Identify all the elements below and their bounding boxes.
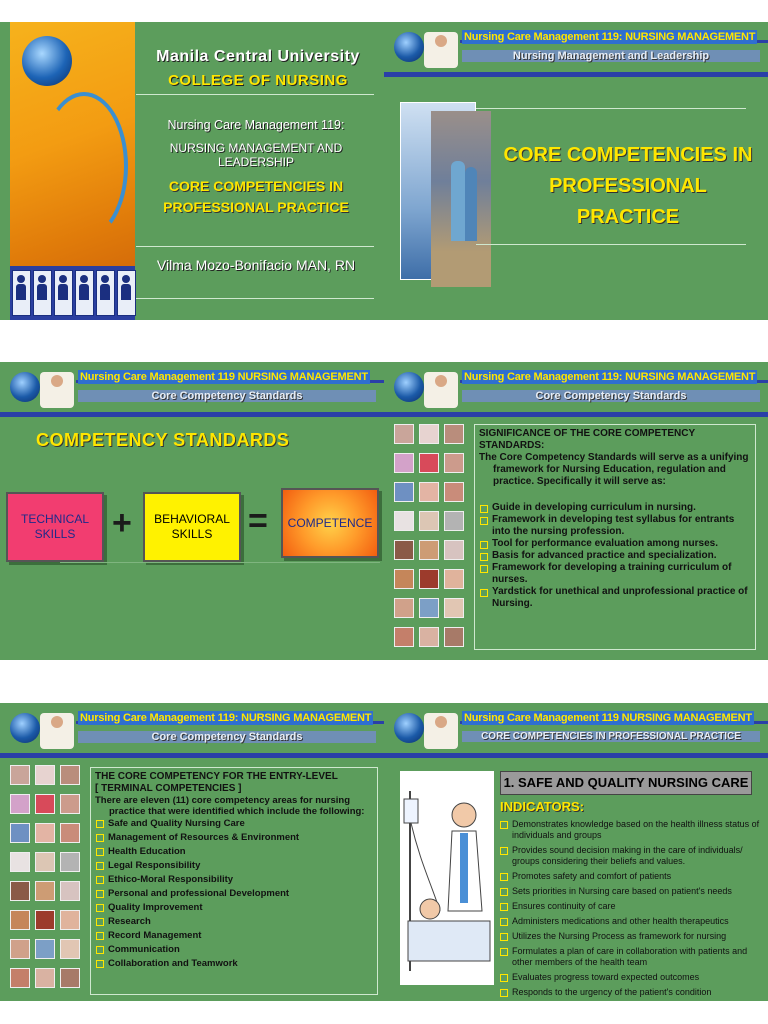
list-item: Framework in developing test syllabus for entrants into the nursing profession.: [479, 514, 751, 538]
list-item: Evaluates progress toward expected outcomes: [498, 972, 764, 983]
competency-subheading: [ TERMINAL COMPETENCIES ]: [95, 783, 242, 794]
health-picture: [60, 765, 80, 785]
health-picture: [444, 569, 464, 589]
slide-competency-standards: [0, 362, 384, 660]
nurse-icon: [96, 270, 115, 316]
list-item: Legal Responsibility: [95, 859, 373, 873]
divider: [136, 246, 374, 247]
divider: [136, 94, 374, 95]
slide-safe-quality-care: [384, 703, 768, 1001]
significance-heading: SIGNIFICANCE OF THE CORE COMPETENCY STANDARDS:: [479, 428, 695, 451]
list-item: Safe and Quality Nursing Care: [95, 817, 373, 831]
health-picture: [10, 939, 30, 959]
banner-subtitle: Core Competency Standards: [462, 390, 760, 402]
globe-icon: [10, 372, 40, 402]
technical-skills-box: TECHNICAL SKILLS: [6, 492, 104, 562]
health-picture: [394, 540, 414, 560]
competency-intro: There are eleven (11) core competency areas for nursing practice that were identified which include the following:: [95, 795, 365, 817]
competence-box: COMPETENCE: [281, 488, 379, 558]
health-picture: [10, 852, 30, 872]
banner-title: Nursing Care Management 119 NURSING MANAGEMENT: [464, 712, 752, 724]
health-picture: [394, 627, 414, 647]
topic-line: CORE COMPETENCIES IN: [168, 178, 344, 194]
banner-title: Nursing Care Management 119 NURSING MANAGEMENT: [80, 371, 368, 383]
competency-heading: 1. SAFE AND QUALITY NURSING CARE: [500, 771, 752, 795]
course-title: Nursing Care Management 119:: [167, 118, 345, 132]
globe-icon: [394, 713, 424, 743]
cover-artwork: [10, 22, 135, 320]
indicators-label: INDICATORS:: [500, 799, 585, 814]
health-picture: [60, 881, 80, 901]
nurse-icon: [54, 270, 73, 316]
health-picture: [60, 910, 80, 930]
globe-icon: [22, 36, 72, 86]
health-picture: [10, 881, 30, 901]
health-picture: [444, 511, 464, 531]
health-picture: [394, 598, 414, 618]
nurse-icon-row: [12, 270, 136, 316]
list-item: Basis for advanced practice and specialization.: [479, 550, 751, 562]
health-picture: [419, 482, 439, 502]
course-subtitle: NURSING MANAGEMENT AND LEADERSHIP: [169, 141, 343, 169]
health-picture: [419, 627, 439, 647]
divider: [476, 244, 746, 245]
health-pictures-column: [10, 765, 80, 988]
list-item: Responds to the urgency of the patient's condition: [498, 987, 764, 998]
nurse-icon: [117, 270, 136, 316]
banner-stripe: [0, 753, 384, 758]
nurse-icon: [33, 270, 52, 316]
competency-textbox: [90, 767, 378, 995]
list-item: Utilizes the Nursing Process as framework for nursing: [498, 931, 764, 942]
banner-subtitle: CORE COMPETENCIES IN PROFESSIONAL PRACTICE: [462, 731, 760, 742]
banner-stripe: [384, 412, 768, 417]
list-item: Collaboration and Teamwork: [95, 957, 373, 971]
nurse-icon: [75, 270, 94, 316]
slide-banner: [384, 22, 768, 80]
nurse-icon: [40, 372, 74, 408]
list-item: Demonstrates knowledge based on the health illness status of individuals and groups: [498, 819, 764, 841]
health-picture: [444, 598, 464, 618]
health-picture: [419, 598, 439, 618]
health-picture: [419, 540, 439, 560]
health-picture: [419, 569, 439, 589]
list-item: Management of Resources & Environment: [95, 831, 373, 845]
health-picture: [394, 424, 414, 444]
health-picture: [444, 424, 464, 444]
slide-title: [384, 22, 768, 320]
list-item: Administers medications and other health therapeutics: [498, 916, 764, 927]
nurse-icon: [12, 270, 31, 316]
health-picture: [394, 511, 414, 531]
behavioral-skills-box: BEHAVIORAL SKILLS: [143, 492, 241, 562]
health-picture: [419, 424, 439, 444]
health-picture: [60, 968, 80, 988]
topic-line: PROFESSIONAL PRACTICE: [163, 199, 349, 215]
list-item: Guide in developing curriculum in nursing.: [479, 502, 751, 514]
banner-subtitle: Core Competency Standards: [78, 390, 376, 402]
divider: [136, 298, 374, 299]
health-picture: [60, 823, 80, 843]
competency-heading: THE CORE COMPETENCY FOR THE ENTRY-LEVEL: [95, 771, 338, 782]
slide-entry-level-competency: [0, 703, 384, 1001]
list-item: Personal and professional Development: [95, 887, 373, 901]
health-picture: [10, 968, 30, 988]
banner-stripe: [384, 72, 768, 77]
list-item: Health Education: [95, 845, 373, 859]
health-picture: [35, 881, 55, 901]
swirl-decoration: [40, 92, 128, 240]
doctor-figure: [465, 167, 477, 241]
banner-title: Nursing Care Management 119: NURSING MANAGEMENT: [464, 31, 756, 43]
health-picture: [35, 939, 55, 959]
banner-title: Nursing Care Management 119: NURSING MANAGEMENT: [464, 371, 756, 383]
college-name: COLLEGE OF NURSING: [168, 72, 348, 89]
list-item: Sets priorities in Nursing care based on patient's needs: [498, 886, 764, 897]
health-picture: [10, 765, 30, 785]
topic-line: PROFESSIONAL PRACTICE: [549, 175, 707, 228]
health-picture: [60, 852, 80, 872]
globe-icon: [394, 32, 424, 62]
topic-line: CORE COMPETENCIES IN: [503, 144, 753, 166]
list-item: Quality Improvement: [95, 901, 373, 915]
bedside-care-icon: [400, 771, 494, 985]
nurses-photo: [400, 102, 476, 280]
slide-banner: [0, 703, 384, 761]
divider: [60, 562, 380, 563]
health-picture: [419, 453, 439, 473]
divider: [476, 108, 746, 109]
banner-stripe: [0, 412, 384, 417]
list-item: Communication: [95, 943, 373, 957]
topic-title: [136, 176, 376, 218]
slide-banner: [384, 703, 768, 761]
significance-list: [479, 502, 751, 610]
health-picture: [444, 482, 464, 502]
indicators-list: [498, 819, 764, 1001]
nurse-icon: [424, 32, 458, 68]
list-item: Tool for performance evaluation among nurses.: [479, 538, 751, 550]
university-name: Manila Central University: [156, 48, 360, 65]
competency-list: [95, 817, 373, 971]
slide-cover: [0, 22, 384, 320]
health-picture: [444, 540, 464, 560]
banner-subtitle: Nursing Management and Leadership: [462, 50, 760, 62]
author-name: Vilma Mozo-Bonifacio MAN, RN: [156, 257, 356, 273]
significance-textbox: [474, 424, 756, 650]
patient-illustration: [400, 771, 494, 985]
health-picture: [35, 852, 55, 872]
health-picture: [10, 910, 30, 930]
slide-significance: [384, 362, 768, 660]
list-item: Framework for developing a training curriculum of nurses.: [479, 562, 751, 586]
nurse-icon: [424, 372, 458, 408]
health-picture: [35, 794, 55, 814]
health-pictures-column: [394, 424, 464, 647]
list-item: Promotes safety and comfort of patients: [498, 871, 764, 882]
banner-title: Nursing Care Management 119: NURSING MANAGEMENT: [80, 712, 372, 724]
list-item: Research: [95, 915, 373, 929]
banner-subtitle: Core Competency Standards: [78, 731, 376, 743]
list-item: Formulates a plan of care in collaboration with patients and other members of the health team: [498, 946, 764, 968]
slide-banner: [384, 362, 768, 420]
slide-heading: COMPETENCY STANDARDS: [36, 430, 290, 450]
health-picture: [35, 910, 55, 930]
globe-icon: [10, 713, 40, 743]
health-picture: [10, 823, 30, 843]
equals-sign: =: [248, 502, 268, 540]
health-picture: [444, 627, 464, 647]
health-picture: [394, 453, 414, 473]
banner-stripe: [384, 753, 768, 758]
slide-banner: [0, 362, 384, 420]
health-picture: [419, 511, 439, 531]
list-item: Record Management: [95, 929, 373, 943]
plus-sign: +: [112, 504, 132, 542]
nurse-icon: [40, 713, 74, 749]
significance-intro: The Core Competency Standards will serve as a unifying framework for Nursing Education, regulation and practice. Specifically it will serve as:: [479, 452, 749, 487]
list-item: Yardstick for unethical and unprofessional practice of Nursing.: [479, 586, 751, 610]
globe-icon: [394, 372, 424, 402]
list-item: Provides sound decision making in the care of individuals/ groups considering their beliefs and values.: [498, 845, 764, 867]
health-picture: [60, 939, 80, 959]
health-picture: [10, 794, 30, 814]
health-picture: [35, 823, 55, 843]
health-picture: [60, 794, 80, 814]
list-item: Ensures continuity of care: [498, 901, 764, 912]
health-picture: [394, 569, 414, 589]
health-picture: [444, 453, 464, 473]
health-picture: [35, 968, 55, 988]
nurse-icon: [424, 713, 458, 749]
health-picture: [35, 765, 55, 785]
health-picture: [394, 482, 414, 502]
topic-title: [496, 140, 760, 233]
doctor-figure: [451, 161, 465, 241]
list-item: Ethico-Moral Responsibility: [95, 873, 373, 887]
